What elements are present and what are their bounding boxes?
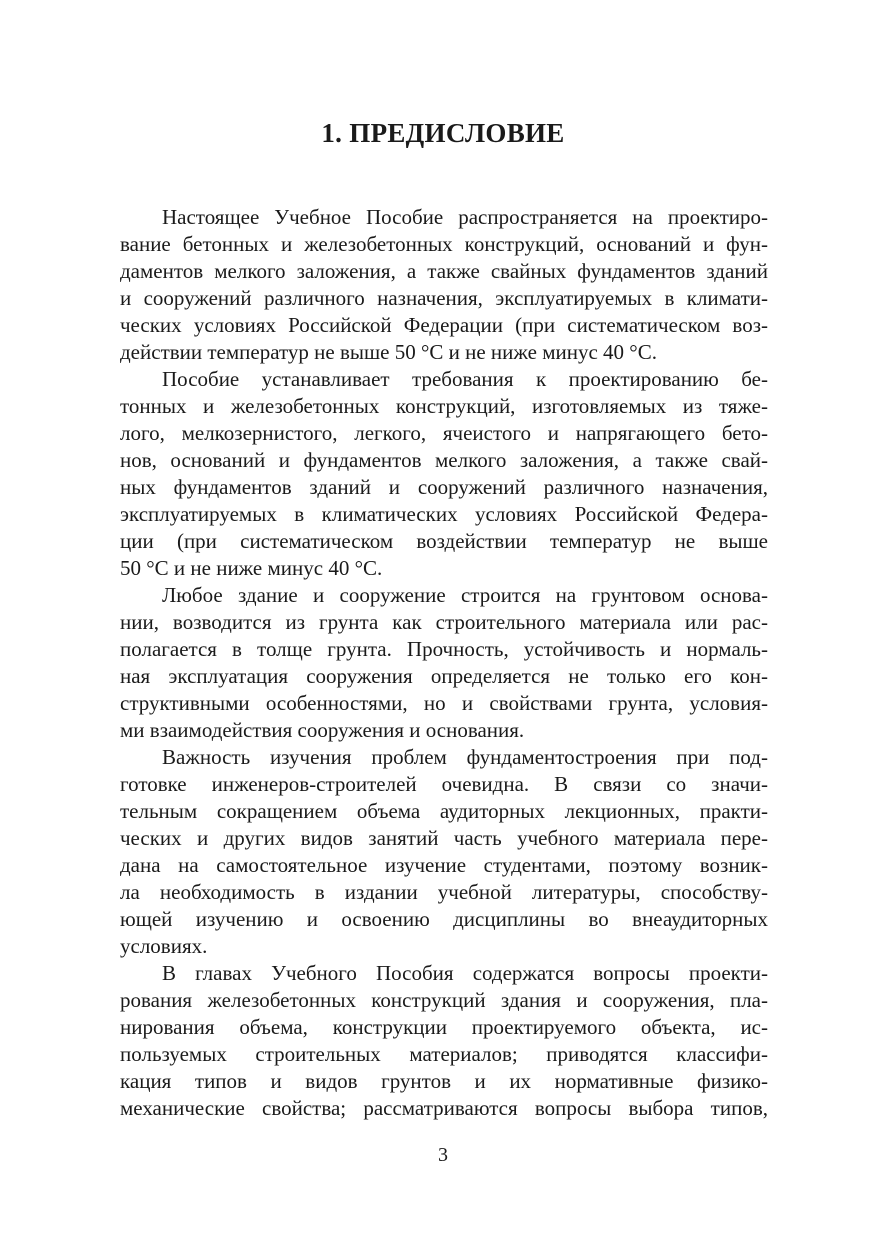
body-text [120,204,768,1122]
page-title: 1. ПРЕДИСЛОВИЕ [321,118,565,148]
paragraph [120,582,768,744]
text-line: полагается в толще грунта. Прочность, устойчивость и нормаль- [120,637,768,661]
text-line: рования железобетонных конструкций здания и сооружения, пла- [120,988,768,1012]
text-line: вание бетонных и железобетонных конструкций, оснований и фун- [120,232,768,256]
text-line: ческих и других видов занятий часть учебного материала пере- [120,826,768,850]
paragraph [120,960,768,1122]
paragraph [120,204,768,366]
text-line: ческих условиях Российской Федерации (при систематическом воз- [120,313,768,337]
text-line: тельным сокращением объема аудиторных лекционных, практи- [120,799,768,823]
text-line: нирования объема, конструкции проектируемого объекта, ис- [120,1015,768,1039]
text-line: структивными особенностями, но и свойствами грунта, условия- [120,691,768,715]
text-line: и сооружений различного назначения, эксплуатируемых в климати- [120,286,768,310]
text-line: условиях. [120,934,208,958]
text-line: кация типов и видов грунтов и их нормативные физико- [120,1069,768,1093]
text-line: тонных и железобетонных конструкций, изготовляемых из тяже- [120,394,768,418]
text-line: нии, возводится из грунта как строительного материала или рас- [120,610,768,634]
text-line: Любое здание и сооружение строится на грунтовом основа- [162,583,768,607]
text-line: Настоящее Учебное Пособие распространяется на проектиро- [162,205,768,229]
text-line: дана на самостоятельное изучение студентами, поэтому возник- [120,853,768,877]
page-number: 3 [438,1144,448,1166]
text-line: ми взаимодействия сооружения и основания. [120,718,525,742]
text-line: ющей изучению и освоению дисциплины во внеаудиторных [120,907,768,931]
text-line: готовке инженеров-строителей очевидна. В связи со значи- [120,772,768,796]
text-line: ции (при систематическом воздействии температур не выше [120,529,768,553]
text-line: Пособие устанавливает требования к проектированию бе- [162,367,768,391]
text-line: 50 °С и не ниже минус 40 °С. [120,556,383,580]
text-line: нов, оснований и фундаментов мелкого заложения, а также свай- [120,448,768,472]
paragraph [120,744,768,960]
paragraph [120,366,768,582]
text-line: Важность изучения проблем фундаментостроения при под- [162,745,768,769]
text-line: ных фундаментов зданий и сооружений различного назначения, [120,475,768,499]
text-line: В главах Учебного Пособия содержатся вопросы проекти- [162,961,768,985]
text-line: ла необходимость в издании учебной литературы, способству- [120,880,768,904]
text-line: действии температур не выше 50 °С и не ниже минус 40 °С. [120,340,657,364]
text-line: эксплуатируемых в климатических условиях Российской Федера- [120,502,768,526]
text-line: ная эксплуатация сооружения определяется не только его кон- [120,664,768,688]
text-line: пользуемых строительных материалов; приводятся классифи- [120,1042,768,1066]
text-line: лого, мелкозернистого, легкого, ячеистого и напрягающего бето- [120,421,768,445]
text-line: механические свойства; рассматриваются вопросы выбора типов, [120,1096,768,1120]
text-line: даментов мелкого заложения, а также свайных фундаментов зданий [120,259,768,283]
